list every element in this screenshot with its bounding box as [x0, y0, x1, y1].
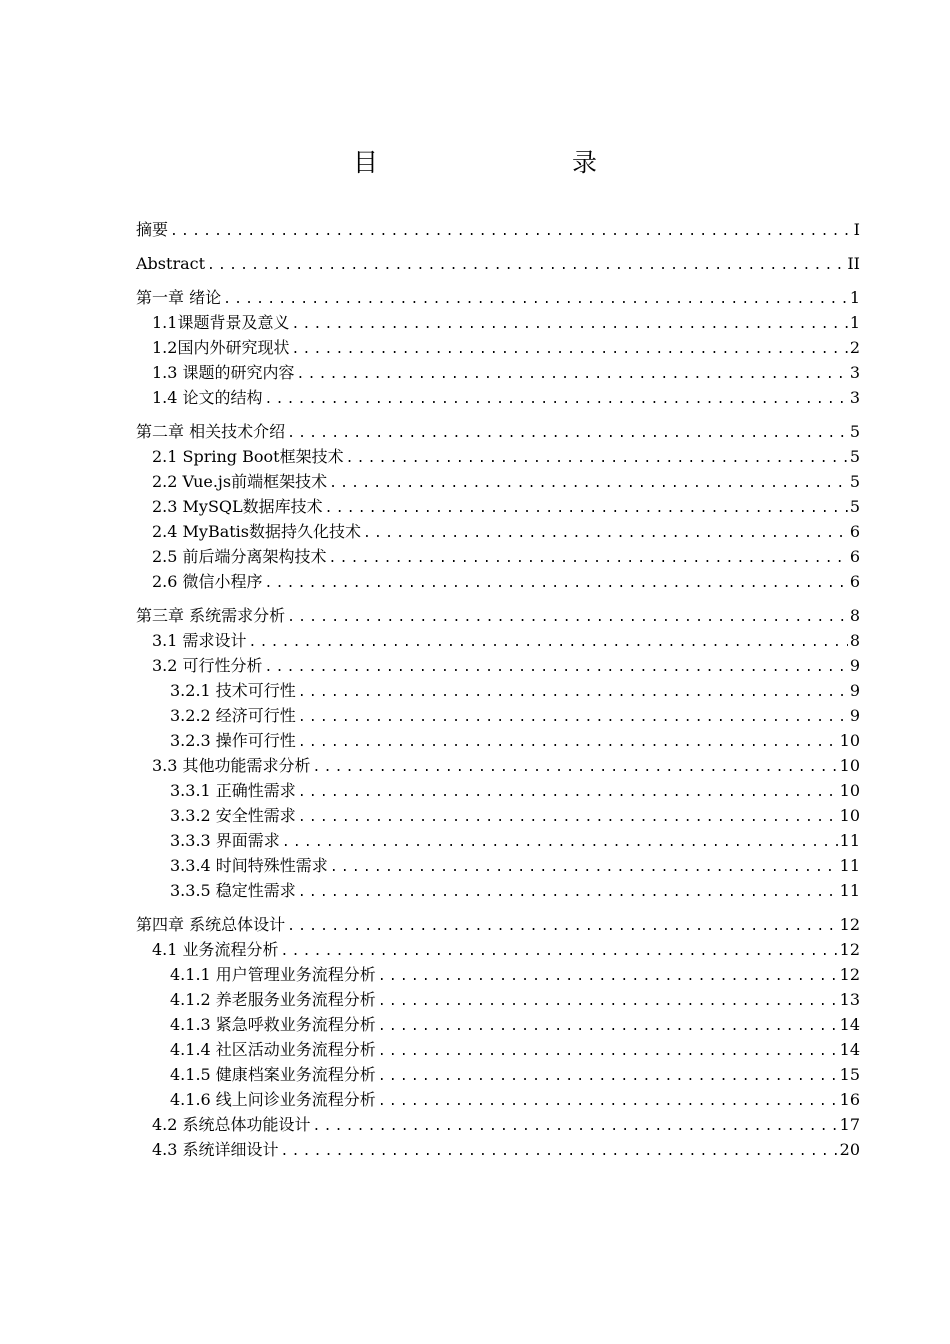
toc-entry-page-number: 12	[839, 940, 860, 959]
toc-entry[interactable]	[136, 469, 860, 494]
toc-entry-page-number: 16	[839, 1090, 860, 1109]
toc-entry[interactable]	[136, 569, 860, 594]
toc-entry-label: 3.2.2 经济可行性	[170, 706, 296, 725]
dot-leader	[298, 780, 838, 805]
toc-entry[interactable]	[136, 1087, 860, 1112]
dot-leader	[378, 989, 838, 1014]
toc-entry-page-number: 5	[849, 447, 860, 466]
dot-leader	[287, 914, 838, 939]
toc-entry[interactable]	[136, 494, 860, 519]
dot-leader	[223, 287, 848, 312]
toc-entry-page-number: 6	[849, 572, 860, 591]
toc-entry-label: Abstract	[136, 254, 206, 273]
dot-leader	[170, 219, 852, 244]
toc-entry[interactable]	[136, 653, 860, 678]
toc-entry-label: 4.1.6 线上问诊业务流程分析	[170, 1090, 376, 1109]
toc-entry[interactable]	[136, 678, 860, 703]
toc-entry[interactable]	[136, 360, 860, 385]
toc-entry[interactable]	[136, 1062, 860, 1087]
toc-entry-label: 3.3 其他功能需求分析	[152, 756, 311, 775]
toc-entry-label: 第四章 系统总体设计	[136, 915, 286, 934]
toc-entry-label: 3.2.1 技术可行性	[170, 681, 296, 700]
toc-entry[interactable]	[136, 962, 860, 987]
toc-entry-page-number: 1	[849, 313, 860, 332]
toc-entry-label: 4.1 业务流程分析	[152, 940, 279, 959]
toc-entry-label: 2.5 前后端分离架构技术	[152, 547, 327, 566]
toc-entry-page-number: 5	[849, 422, 860, 441]
toc-entry-label: 4.1.1 用户管理业务流程分析	[170, 965, 376, 984]
toc-entry-page-number: 2	[849, 338, 860, 357]
toc-entry[interactable]	[136, 1137, 860, 1162]
toc-entry-page-number: 10	[839, 731, 860, 750]
toc-entry-label: 3.1 需求设计	[152, 631, 247, 650]
toc-entry-page-number: 15	[839, 1065, 860, 1084]
toc-entry-page-number: 17	[839, 1115, 860, 1134]
toc-entry-page-number: 3	[849, 363, 860, 382]
toc-entry[interactable]	[136, 828, 860, 853]
dot-leader	[378, 1014, 838, 1039]
toc-entry-page-number: 5	[849, 497, 860, 516]
toc-entry[interactable]	[136, 1112, 860, 1137]
toc-entry-page-number: 20	[839, 1140, 860, 1159]
toc-entry-page-number: 10	[839, 781, 860, 800]
toc-entry-label: 3.2 可行性分析	[152, 656, 263, 675]
dot-leader	[281, 939, 838, 964]
toc-entry-label: 4.1.5 健康档案业务流程分析	[170, 1065, 376, 1084]
toc-entry-label: 4.1.2 养老服务业务流程分析	[170, 990, 376, 1009]
toc-entry[interactable]	[136, 937, 860, 962]
dot-leader	[346, 446, 848, 471]
toc-entry[interactable]	[136, 803, 860, 828]
toc-title: 目 录	[352, 148, 645, 177]
toc-entry[interactable]	[136, 778, 860, 803]
toc-entry[interactable]	[136, 703, 860, 728]
dot-leader	[298, 880, 838, 905]
toc-entry-label: 2.6 微信小程序	[152, 572, 263, 591]
toc-entry-page-number: 1	[849, 288, 860, 307]
toc-entry-label: 3.2.3 操作可行性	[170, 731, 296, 750]
toc-entry-page-number: 6	[849, 522, 860, 541]
toc-entry[interactable]	[136, 878, 860, 903]
toc-entry-label: 1.1课题背景及意义	[152, 313, 290, 332]
toc-entry[interactable]	[136, 853, 860, 878]
dot-leader	[291, 312, 847, 337]
toc-entry-label: 4.1.3 紧急呼救业务流程分析	[170, 1015, 376, 1034]
toc-entry[interactable]	[136, 285, 860, 310]
toc-entry[interactable]	[136, 519, 860, 544]
toc-entry-label: 1.3 课题的研究内容	[152, 363, 295, 382]
toc-entry[interactable]	[136, 753, 860, 778]
toc-entry-label: 2.3 MySQL数据库技术	[152, 497, 323, 516]
dot-leader	[298, 805, 838, 830]
toc-entry-label: 摘要	[136, 220, 169, 239]
toc-entry[interactable]	[136, 310, 860, 335]
table-of-contents	[136, 208, 860, 1162]
dot-leader	[265, 655, 848, 680]
toc-entry-label: 3.3.2 安全性需求	[170, 806, 296, 825]
dot-leader	[313, 755, 838, 780]
dot-leader	[313, 1114, 838, 1139]
toc-entry[interactable]	[136, 217, 860, 242]
toc-entry-label: 4.3 系统详细设计	[152, 1140, 279, 1159]
toc-entry-page-number: 9	[849, 681, 860, 700]
toc-entry[interactable]	[136, 603, 860, 628]
dot-leader	[325, 496, 848, 521]
toc-entry[interactable]	[136, 251, 860, 276]
toc-entry[interactable]	[136, 1037, 860, 1062]
dot-leader	[378, 1039, 838, 1064]
dot-leader	[291, 337, 847, 362]
toc-entry-page-number: 14	[839, 1015, 860, 1034]
toc-entry-page-number: 3	[849, 388, 860, 407]
toc-entry-page-number: 11	[839, 881, 860, 900]
toc-entry-label: 2.4 MyBatis数据持久化技术	[152, 522, 362, 541]
toc-entry-page-number: 11	[839, 831, 860, 850]
toc-entry-label: 2.2 Vue.js前端框架技术	[152, 472, 328, 491]
toc-entry-label: 3.3.4 时间特殊性需求	[170, 856, 328, 875]
toc-entry-label: 2.1 Spring Boot框架技术	[152, 447, 344, 466]
toc-entry[interactable]	[136, 544, 860, 569]
dot-leader	[378, 1089, 838, 1114]
dot-leader	[330, 855, 838, 880]
toc-entry-label: 第一章 绪论	[136, 288, 222, 307]
toc-entry-page-number: 5	[849, 472, 860, 491]
toc-entry-page-number: 14	[839, 1040, 860, 1059]
toc-entry-page-number: 8	[849, 606, 860, 625]
dot-leader	[265, 571, 848, 596]
dot-leader	[363, 521, 848, 546]
toc-entry[interactable]	[136, 987, 860, 1012]
dot-leader	[249, 630, 848, 655]
toc-entry-label: 第三章 系统需求分析	[136, 606, 286, 625]
toc-entry[interactable]	[136, 728, 860, 753]
toc-entry[interactable]	[136, 444, 860, 469]
toc-entry-label: 1.4 论文的结构	[152, 388, 263, 407]
toc-entry-label: 4.2 系统总体功能设计	[152, 1115, 311, 1134]
toc-entry[interactable]	[136, 335, 860, 360]
dot-leader	[378, 1064, 838, 1089]
dot-leader	[207, 253, 845, 278]
toc-entry[interactable]	[136, 385, 860, 410]
toc-entry-page-number: 8	[849, 631, 860, 650]
toc-entry-label: 3.3.5 稳定性需求	[170, 881, 296, 900]
dot-leader	[281, 1139, 838, 1164]
toc-entry[interactable]	[136, 419, 860, 444]
toc-entry-page-number: 12	[839, 915, 860, 934]
toc-entry-page-number: 9	[849, 656, 860, 675]
toc-entry-label: 3.3.3 界面需求	[170, 831, 280, 850]
toc-entry-page-number: 9	[849, 706, 860, 725]
toc-entry-page-number: I	[853, 220, 860, 239]
dot-leader	[298, 730, 838, 755]
toc-entry-label: 1.2国内外研究现状	[152, 338, 290, 357]
dot-leader	[287, 605, 848, 630]
toc-entry-page-number: 10	[839, 756, 860, 775]
toc-entry-page-number: 10	[839, 806, 860, 825]
dot-leader	[287, 421, 848, 446]
dot-leader	[329, 471, 848, 496]
dot-leader	[297, 362, 848, 387]
dot-leader	[282, 830, 838, 855]
dot-leader	[329, 546, 848, 571]
toc-entry-page-number: 13	[839, 990, 860, 1009]
toc-entry-page-number: 11	[839, 856, 860, 875]
toc-entry-page-number: 6	[849, 547, 860, 566]
toc-entry[interactable]	[136, 628, 860, 653]
toc-entry-label: 4.1.4 社区活动业务流程分析	[170, 1040, 376, 1059]
toc-entry[interactable]	[136, 1012, 860, 1037]
toc-entry-label: 3.3.1 正确性需求	[170, 781, 296, 800]
dot-leader	[378, 964, 838, 989]
toc-entry-page-number: 12	[839, 965, 860, 984]
dot-leader	[265, 387, 848, 412]
toc-entry-label: 第二章 相关技术介绍	[136, 422, 286, 441]
toc-entry[interactable]	[136, 912, 860, 937]
toc-entry-page-number: II	[847, 254, 860, 273]
dot-leader	[298, 705, 848, 730]
dot-leader	[298, 680, 848, 705]
